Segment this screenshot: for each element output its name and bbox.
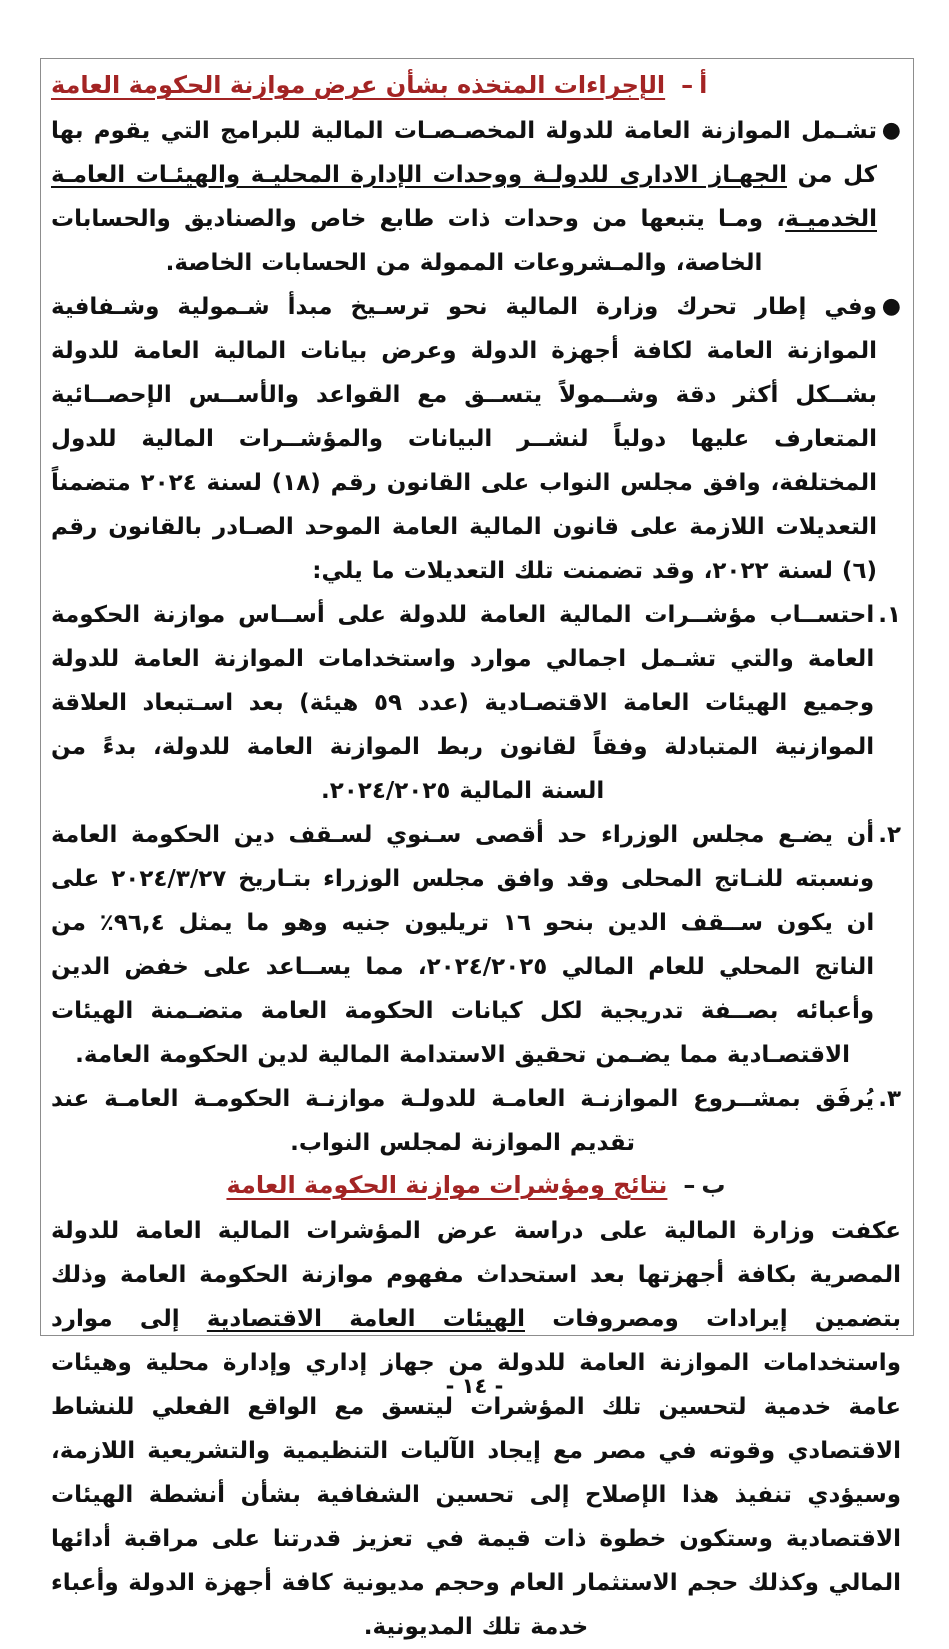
section-b-title: نتائج ومؤشرات موازنة الحكومة العامة bbox=[226, 1171, 668, 1199]
section-b-marker-letter: ب bbox=[701, 1171, 726, 1199]
list-item bbox=[51, 285, 901, 593]
bullet-dot-icon: ● bbox=[881, 294, 901, 319]
section-b-paragraph-underlined: الهيئات العامة الاقتصادية bbox=[206, 1306, 525, 1332]
section-b-marker-dash: – bbox=[683, 1171, 696, 1199]
bullet-1-text bbox=[51, 109, 877, 285]
bullet-1-part2: ، ومـا يتبعها من وحدات ذات طابع خاص والصناديق والحسابات الخاصة، والمـشروعات الممولة من الحسابات الخاصة. bbox=[51, 206, 786, 276]
list-item bbox=[51, 1077, 901, 1165]
section-a-heading bbox=[51, 65, 901, 105]
numbered-item-2-number: ٢. bbox=[878, 822, 901, 848]
list-item bbox=[51, 593, 901, 813]
section-b-heading bbox=[51, 1165, 901, 1205]
section-a-marker-letter: أ bbox=[699, 71, 708, 99]
numbered-item-3-number: ٣. bbox=[878, 1086, 901, 1112]
section-b-paragraph-part2: إلى موارد واستخدامات الموازنة العامة للدولة من جهاز إداري وإدارة محلية وهيئات عامة خدمية لتحسين تلك المؤشرات ليتسق مع الواقع الفعلي للنشاط الاقتصادي وقوته في مصر مع إيجاد الآليات التنظيمية والتشريعية اللازمة، وسيؤدي تنفيذ هذا الإصلاح إلى تحسين الشفافية بشأن أنشطة الهيئات الاقتصادية وستكون خطوة ذات قيمة في تعزيز قدرتنا على مراقبة أدائها المالي وكذلك حجم الاستثمار العام وحجم مديونية كافة أجهزة الدولة وأعباء خدمة تلك المديونية. bbox=[51, 1306, 901, 1640]
section-a-title: الإجراءات المتخذه بشأن عرض موازنة الحكومة العامة bbox=[51, 71, 666, 99]
bullet-dot-icon: ● bbox=[881, 118, 901, 143]
list-item bbox=[51, 109, 901, 285]
numbered-item-2-text: أن يضـع مجلس الوزراء حد أقصى سـنوي لسـقف دين الحكومة العامة ونسبته للنـاتج المحلى وقد وافق مجلس الوزراء بتـاريخ ٢٠٢٤/٣/٢٧ على ان يكون ســقف الدين بنحو ١٦ تريليون جنيه وهو ما يمثل ٩٦,٤٪ من الناتج المحلي للعام المالي ٢٠٢٤/٢٠٢٥، مما يســاعد على خفض الدين وأعبائه بصــفة تدريجية لكل كيانات الحكومة العامة متضـمنة الهيئات الاقتصـادية مما يضـمن تحقيق الاستدامة المالية لدين الحكومة العامة. bbox=[51, 822, 875, 1068]
list-item bbox=[51, 813, 901, 1077]
numbered-item-1-text: احتســاب مؤشــرات المالية العامة للدولة على أســاس موازنة الحكومة العامة والتي تشـمل اجمالي موارد واستخدامات الموازنة العامة للدولة وجميع الهيئات العامة الاقتصـادية (عدد ٥٩ هيئة) بعد اسـتبعاد العلاقة الموازنية المتبادلة وفقاً لقانون ربط الموازنة العامة للدولة، بدءً من السنة المالية ٢٠٢٤/٢٠٢٥. bbox=[51, 602, 875, 804]
section-b-paragraph-part1: عكفت وزارة المالية على دراسة عرض المؤشرات المالية العامة للدولة المصرية بكافة أجهزتها بعد استحداث مفهوم موازنة الحكومة العامة وذلك بتضمين إيرادات ومصروفات bbox=[51, 1218, 901, 1332]
section-b-paragraph bbox=[51, 1209, 901, 1649]
bullet-2-text: وفي إطار تحرك وزارة المالية نحو ترسـيخ مبدأ شـمولية وشـفافية الموازنة العامة لكافة أجهزة الدولة وعرض بيانات المالية العامة للدولة بشــكل أكثر دقة وشــمولاً يتســق مع القواعد والأســس الإحصــائية المتعارف عليها دولياً لنشــر البيانات والمؤشــرات المالية للدول المختلفة، وافق مجلس النواب على القانون رقم (١٨) لسنة ٢٠٢٤ متضمناً التعديلات اللازمة على قانون المالية العامة الموحد الصـادر بالقانون رقم (٦) لسنة ٢٠٢٢، وقد تضمنت تلك التعديلات ما يلي: bbox=[51, 294, 878, 584]
section-b-marker bbox=[677, 1165, 725, 1205]
section-a-marker bbox=[675, 65, 707, 105]
page-number: - ١٤ - bbox=[445, 1374, 504, 1398]
bullet-1-underlined: الجهـاز الادارى للدولـة ووحدات الإدارة المحليـة والهيئـات العامـة الخدميـة bbox=[51, 162, 877, 232]
numbered-item-1-number: ١. bbox=[878, 602, 901, 628]
bullet-1-part1: تشـمل الموازنة العامة للدولة المخصـصـات المالية للبرامج التي يقوم بها كل من bbox=[51, 118, 877, 188]
section-a-marker-dash: – bbox=[681, 71, 694, 99]
numbered-item-3-text: يُرفَق بمشــروع الموازنـة العامـة للدولـة موازنـة الحكومـة العامـة عند تقديم الموازنة لمجلس النواب. bbox=[51, 1086, 875, 1156]
